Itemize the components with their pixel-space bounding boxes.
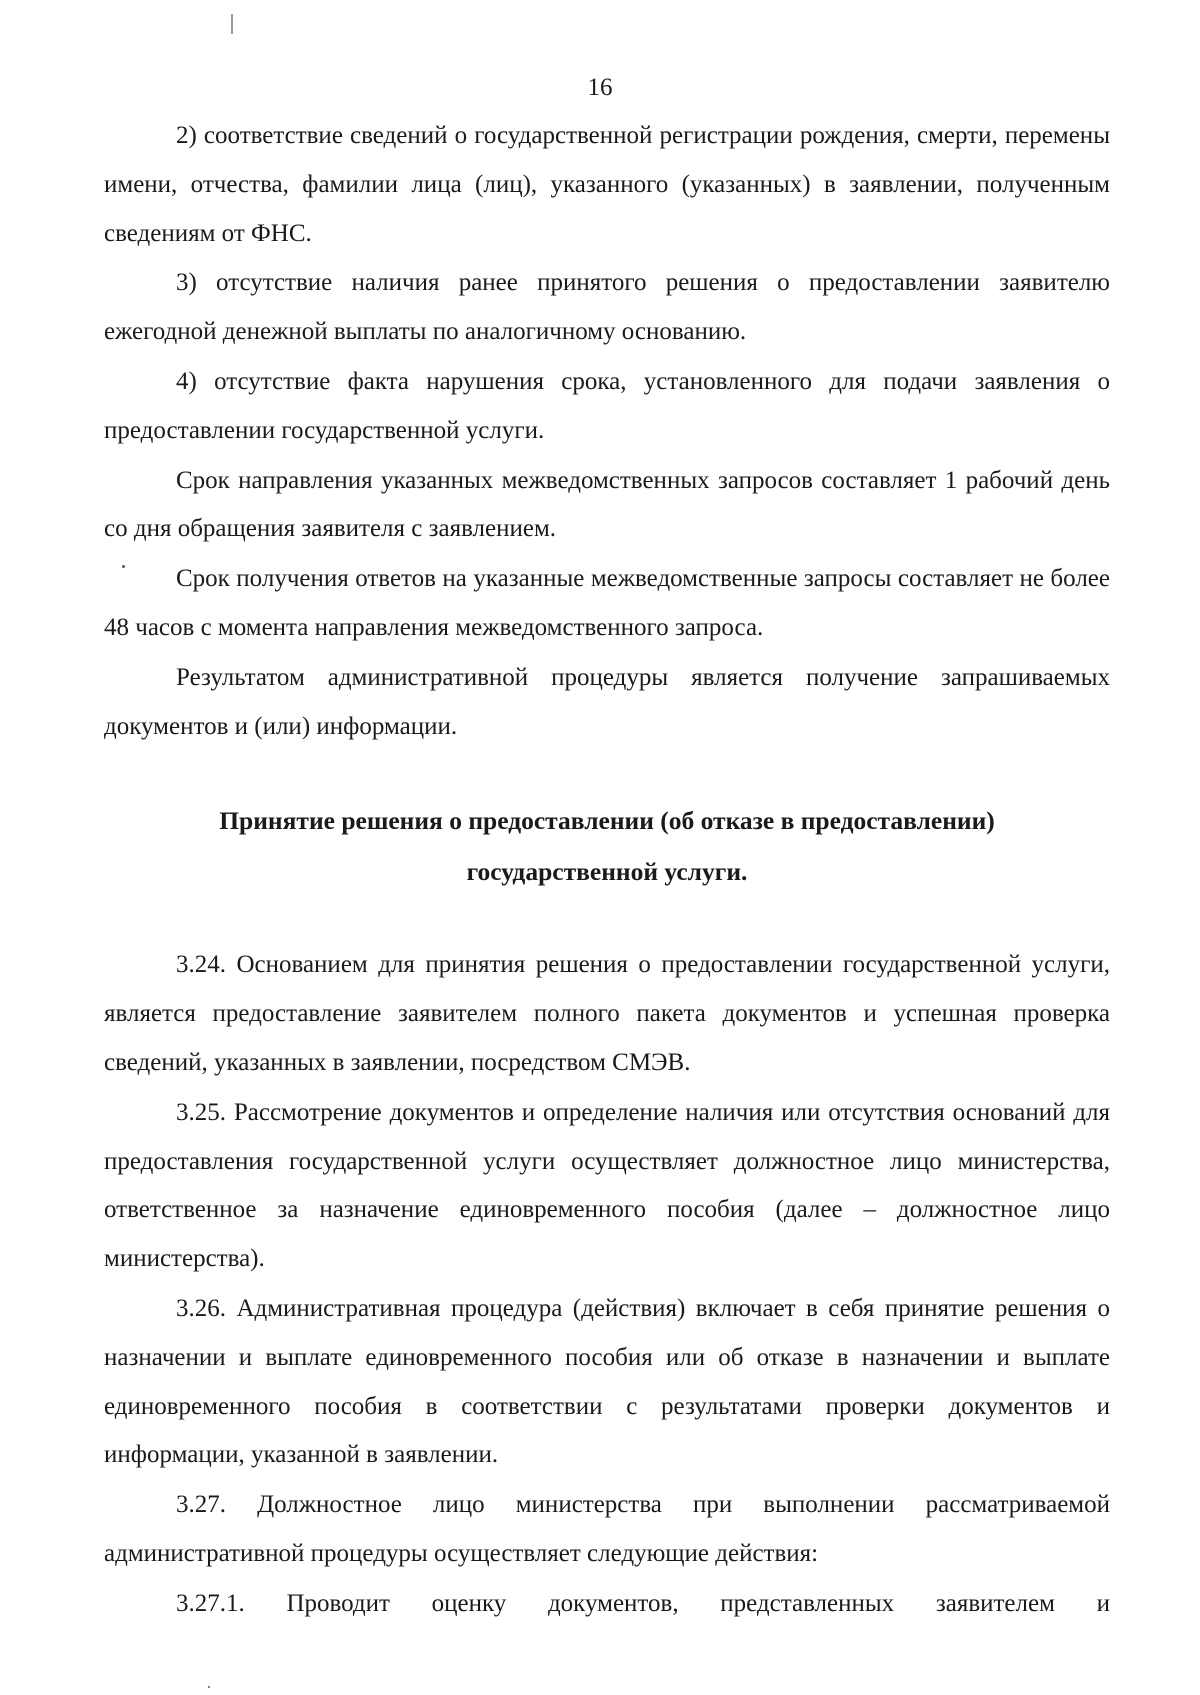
paragraph-3-26: 3.26. Административная процедура (действия) включает в себя принятие решения о назначении и выплате единовременного пособия или об отказе в назначении и выплате единовременного пособия в соответствии с результатами проверки документов и информации, указанной в заявлении. [104,1294,1110,1469]
scan-speck [208,1686,210,1688]
paragraph-request-deadline: Срок направления указанных межведомственных запросов составляет 1 рабочий день со дня обращения заявителя с заявлением. [104,466,1110,543]
paragraph-3-25: 3.25. Рассмотрение документов и определение наличия или отсутствия оснований для предоставления государственной услуги осуществляет должностное лицо министерства, ответственное за назначение единовременного пособия (далее – должностное лицо министерства). [104,1098,1110,1273]
page-number: 16 [587,74,613,101]
paragraph-response-deadline: Срок получения ответов на указанные межведомственные запросы составляет не более 48 часов с момента направления межведомственного запроса. [104,565,1110,641]
paragraph-item-3: 3) отсутствие наличия ранее принятого решения о предоставлении заявителю ежегодной денежной выплаты по аналогичному основанию. [104,269,1110,346]
paragraph-3-24: 3.24. Основанием для принятия решения о предоставлении государственной услуги, является предоставление заявителем полного пакета документов и успешная проверка сведений, указанных в заявлении, посредством СМЭВ. [104,951,1110,1076]
document-body [104,112,1110,1630]
scan-artifact-mark [231,14,233,34]
paragraph-item-2: 2) соответствие сведений о государственной регистрации рождения, смерти, перемены имени, отчества, фамилии лица (лиц), указанного (указанных) в заявлении, полученным сведениям от ФНС. [104,122,1110,247]
paragraph-3-27: 3.27. Должностное лицо министерства при выполнении рассматриваемой административной процедуры осуществляет следующие действия: [104,1491,1110,1567]
paragraph-3-27-1: 3.27.1. Проводит оценку документов, представленных заявителем и [176,1589,1110,1617]
paragraph-procedure-result: Результатом административной процедуры является получение запрашиваемых документов и (или) информации. [104,663,1110,740]
section-heading [104,795,1110,897]
paragraph-item-4: 4) отсутствие факта нарушения срока, установленного для подачи заявления о предоставлении государственной услуги. [104,367,1110,444]
section-heading-line-1: Принятие решения о предоставлении (об отказе в предоставлении) [219,806,995,836]
section-heading-line-2: государственной услуги. [466,857,748,887]
